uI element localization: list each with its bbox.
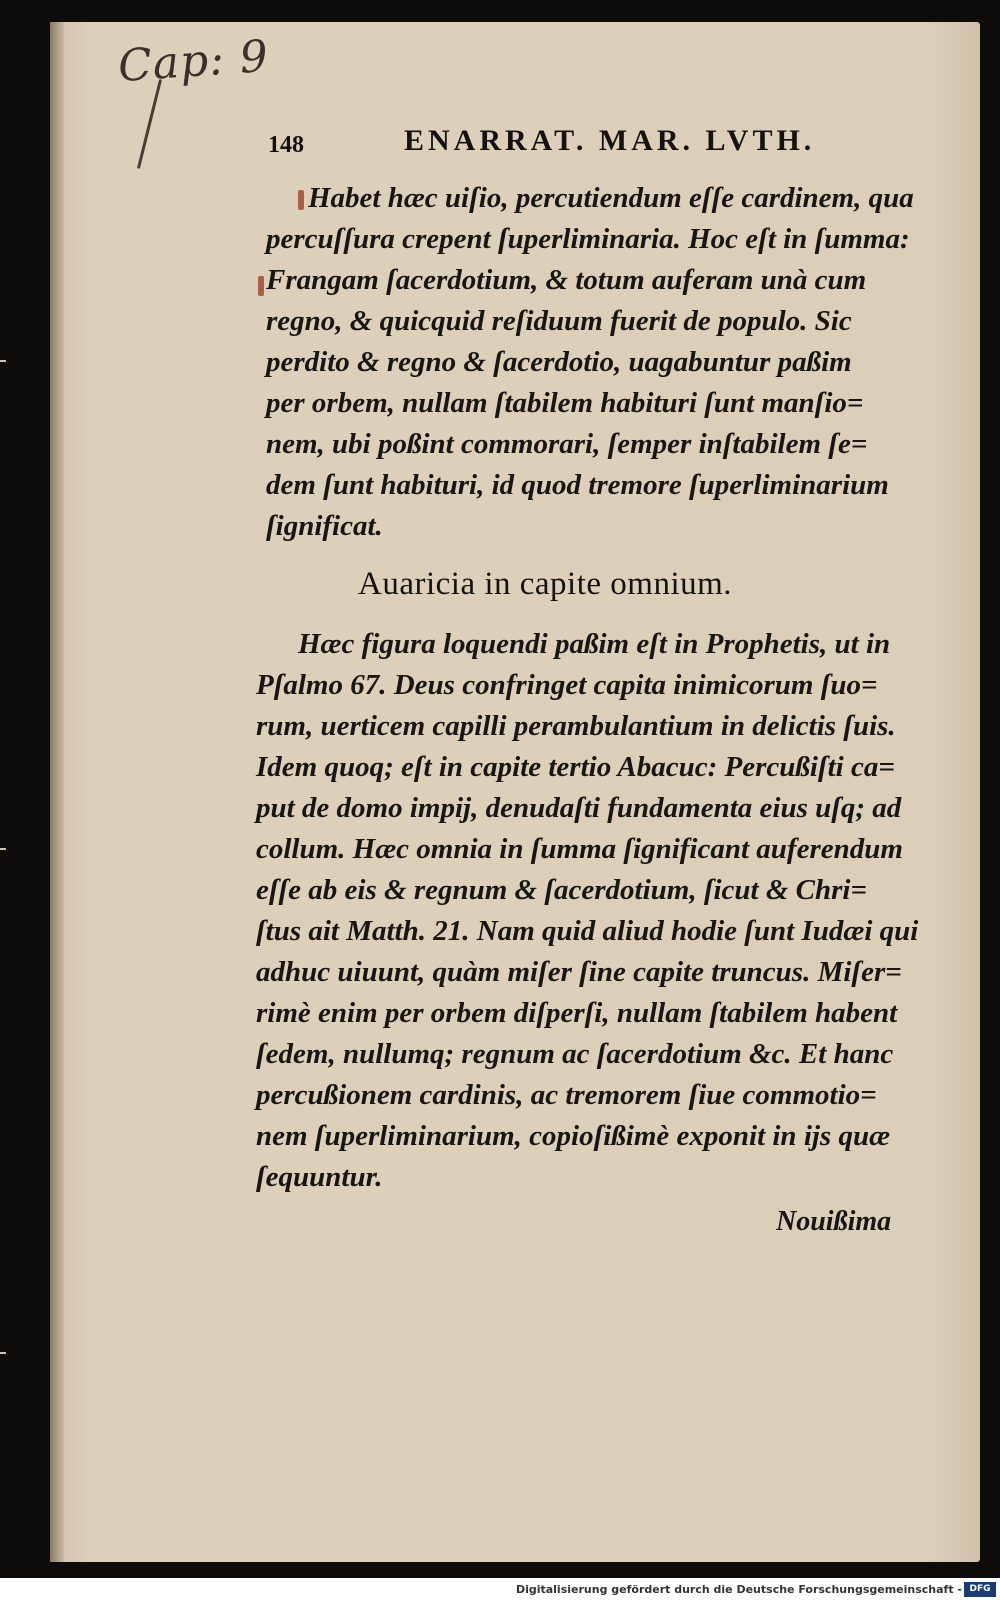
paragraph-2 (256, 624, 926, 1198)
text-line: rum, uerticem capilli perambulantium in delictis ſuis. (256, 710, 896, 742)
page-number: 148 (268, 132, 304, 158)
running-title: ENARRAT. MAR. LVTH. (404, 124, 816, 157)
text-line: ſequuntur. (256, 1161, 383, 1193)
text-line: nem, ubi poßint commorari, ſemper inſtabilem ſe= (266, 428, 868, 460)
funding-credit: Digitalisierung gefördert durch die Deutsche Forschungsgemeinschaft - (515, 1583, 962, 1596)
text-line: ſignificat. (266, 510, 383, 542)
text-line: per orbem, nullam ſtabilem habituri ſunt manſio= (266, 387, 864, 419)
catchword: Nouißima (776, 1206, 892, 1237)
ruler-tick (0, 1352, 6, 1354)
text-line: collum. Hæc omnia in ſumma ſignificant auferendum (256, 833, 903, 865)
text-line: nem ſuperliminarium, copioſißimè exponit in ijs quæ (256, 1120, 891, 1152)
text-line: perdito & regno & ſacerdotio, uagabuntur paßim (266, 346, 852, 378)
text-line: dem ſunt habituri, id quod tremore ſuperliminarium (266, 469, 889, 501)
ruler-tick (0, 360, 6, 362)
dfg-logo: DFG (964, 1582, 996, 1597)
text-line: Frangam ſacerdotium, & totum auferam unà cum (266, 264, 867, 296)
text-line: Pſalmo 67. Deus confringet capita inimicorum ſuo= (256, 669, 878, 701)
text-line: regno, & quicquid reſiduum fuerit de populo. Sic (266, 305, 852, 337)
text-line: Hæc figura loquendi paßim eſt in Prophetis, ut in (298, 628, 891, 660)
text-line: adhuc uiuunt, quàm miſer ſine capite truncus. Miſer= (256, 956, 902, 988)
text-line: put de domo impij, denudaſti fundamenta eius uſq; ad (256, 792, 902, 824)
text-line: percußionem cardinis, ac tremorem ſiue commotio= (256, 1079, 877, 1111)
paragraph-1 (256, 178, 926, 547)
section-heading: Auaricia in capite omnium. (358, 566, 733, 602)
footer-bar (0, 1578, 1000, 1602)
text-line: eſſe ab eis & regnum & ſacerdotium, ſicut & Chri= (256, 874, 868, 906)
handwritten-note: Cap: 9 (116, 30, 271, 93)
text-line: rimè enim per orbem diſperſi, nullam ſtabilem habent (256, 997, 898, 1029)
page-gutter (50, 22, 64, 1562)
text-line: percuſſura crepent ſuperliminaria. Hoc eſt in ſumma: (266, 223, 910, 255)
text-line: Habet hæc uiſio, percutiendum eſſe cardinem, qua (308, 182, 914, 214)
ruler-tick (0, 848, 6, 850)
text-line: ſedem, nullumq; regnum ac ſacerdotium &c. Et hanc (256, 1038, 894, 1070)
text-line: ſtus ait Matth. 21. Nam quid aliud hodie ſunt Iudæi qui (256, 915, 919, 947)
text-line: Idem quoq; eſt in capite tertio Abacuc: Percußiſti ca= (256, 751, 895, 783)
running-head (268, 124, 888, 164)
